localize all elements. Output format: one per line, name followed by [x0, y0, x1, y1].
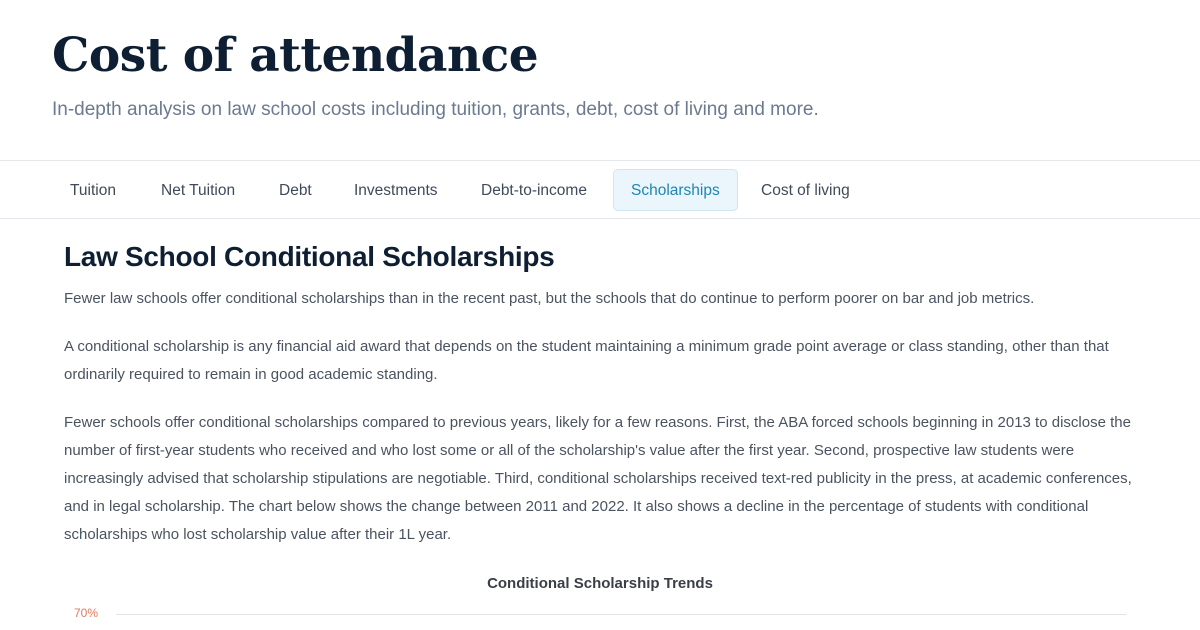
- trends-paragraph: Fewer schools offer conditional scholarships compared to previous years, likely for a few reasons. First, the ABA forced schools beginning in 2013 to disclose the number of first-year students who received and who lost some or all of the scholarship's value after the first year. Second, prospective law students were increasingly advised that scholarship stipulations are negotiable. Third, conditional scholarships received text-red publicity in the press, at academic conferences, and in legal scholarship. The chart below shows the change between 2011 and 2022. It also shows a decline in the percentage of students with conditional scholarships who lost scholarship value after their 1L year.: [64, 414, 1132, 543]
- section-tabs: [0, 160, 1200, 219]
- scholarships-section: [64, 236, 1144, 549]
- tab-debt[interactable]: Debt: [279, 182, 312, 199]
- scholarship-trends-chart: [64, 570, 1136, 630]
- tab-cost-of-living[interactable]: Cost of living: [761, 182, 850, 199]
- tab-net-tuition[interactable]: Net Tuition: [161, 182, 236, 199]
- page-header: [0, 0, 1200, 160]
- chart-title: Conditional Scholarship Trends: [487, 575, 713, 592]
- page-title: Cost of attendance: [52, 28, 539, 83]
- definition-paragraph: A conditional scholarship is any financial aid award that depends on the student maintaining a minimum grade point average or class standing, other than that ordinarily required to remain in good academic standing.: [64, 338, 1109, 383]
- tab-scholarships[interactable]: Scholarships: [613, 169, 738, 211]
- chart-gridline: [116, 614, 1126, 615]
- tab-tuition[interactable]: Tuition: [70, 182, 116, 199]
- tab-investments[interactable]: Investments: [354, 182, 438, 199]
- intro-paragraph: Fewer law schools offer conditional scholarships than in the recent past, but the schools that do continue to perform poorer on bar and job metrics.: [64, 290, 1035, 307]
- section-title: Law School Conditional Scholarships: [64, 241, 555, 272]
- page-subtitle: In-depth analysis on law school costs including tuition, grants, debt, cost of living and more.: [52, 99, 819, 120]
- tab-debt-to-income[interactable]: Debt-to-income: [481, 182, 587, 199]
- y-axis-tick-label: 70%: [74, 606, 99, 620]
